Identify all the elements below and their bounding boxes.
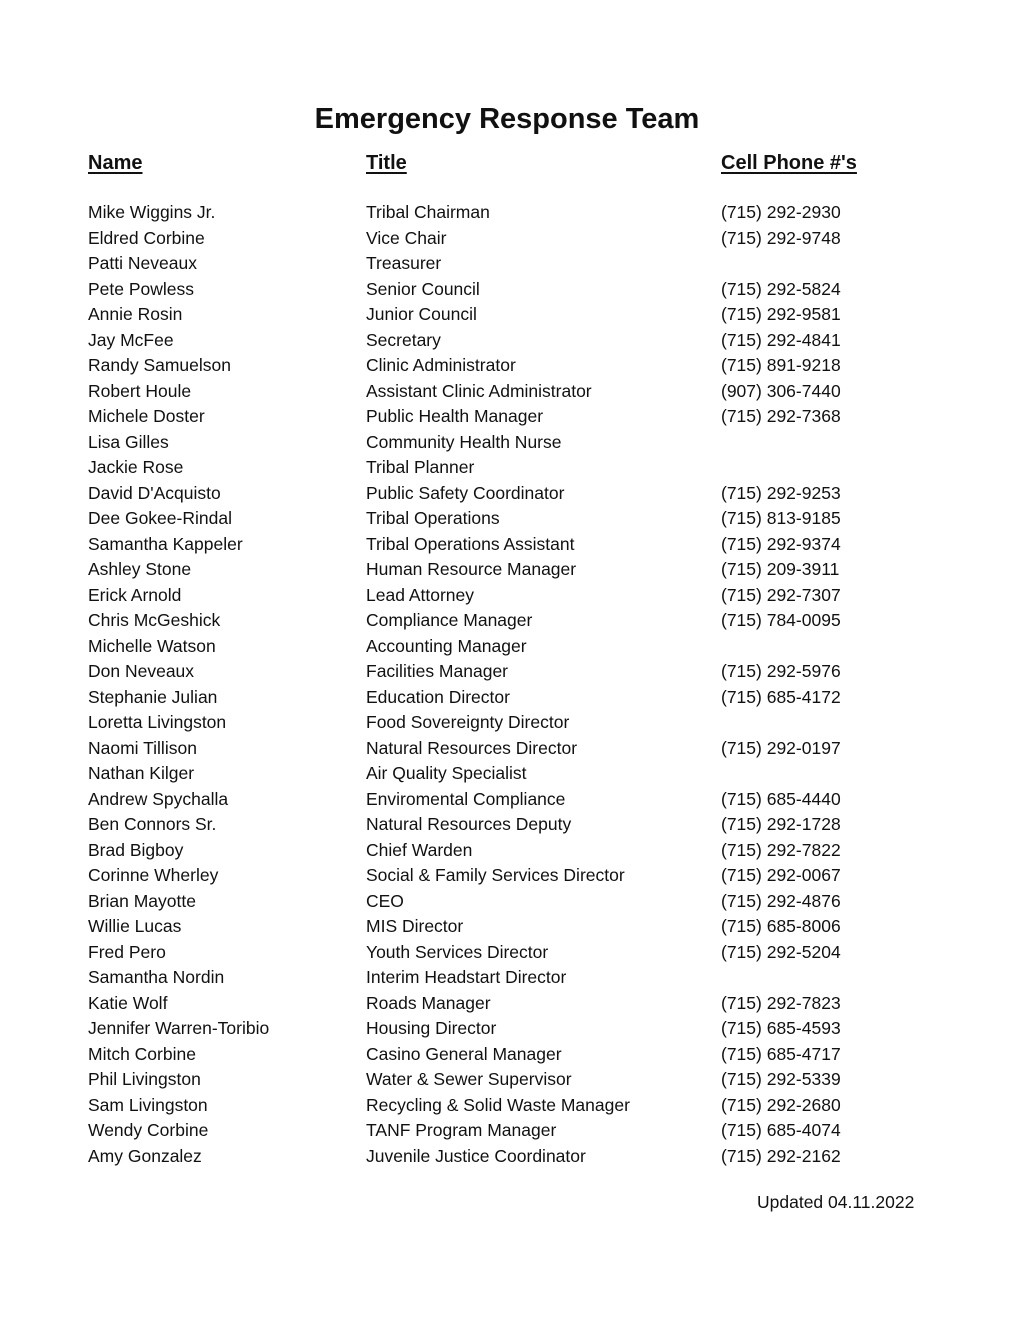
table-row bbox=[88, 965, 948, 991]
contact-name: Fred Pero bbox=[88, 941, 166, 962]
contact-title: Lead Attorney bbox=[366, 584, 474, 605]
contact-title: Secretary bbox=[366, 329, 441, 350]
contact-name: Samantha Kappeler bbox=[88, 533, 243, 554]
contact-phone: (715) 292-7368 bbox=[721, 406, 841, 426]
contact-phone: (715) 292-2680 bbox=[721, 1094, 841, 1115]
table-row bbox=[88, 481, 948, 507]
contact-phone: (715) 685-4440 bbox=[721, 788, 841, 809]
contact-title: Tribal Planner bbox=[366, 457, 475, 477]
column-header-name: Name bbox=[88, 152, 143, 174]
contact-phone: (715) 685-8006 bbox=[721, 916, 841, 936]
contact-phone: (715) 292-9253 bbox=[721, 482, 841, 503]
contact-phone: (715) 292-5976 bbox=[721, 661, 841, 681]
contact-title: Treasurer bbox=[366, 253, 442, 273]
contact-phone: (715) 685-4074 bbox=[721, 1120, 841, 1140]
table-row bbox=[88, 761, 948, 787]
contact-title: Accounting Manager bbox=[366, 635, 527, 656]
contact-name: Michele Doster bbox=[88, 406, 205, 426]
contact-title: Tribal Operations Assistant bbox=[366, 533, 575, 554]
updated-date: Updated 04.11.2022 bbox=[757, 1192, 915, 1212]
contact-title: Facilities Manager bbox=[366, 661, 508, 681]
contact-title: Youth Services Director bbox=[366, 941, 549, 962]
table-row bbox=[88, 812, 948, 838]
table-row bbox=[88, 863, 948, 889]
contact-name: Annie Rosin bbox=[88, 304, 183, 324]
contact-name: Loretta Livingston bbox=[88, 712, 227, 732]
contact-name: Amy Gonzalez bbox=[88, 1145, 202, 1166]
contact-name: Michelle Watson bbox=[88, 635, 216, 656]
contact-phone: (715) 292-9581 bbox=[721, 304, 841, 324]
contact-name: Naomi Tillison bbox=[88, 737, 197, 758]
table-row bbox=[88, 226, 948, 252]
contact-name: Stephanie Julian bbox=[88, 686, 218, 707]
contact-title: Assistant Clinic Administrator bbox=[366, 380, 592, 401]
table-row bbox=[88, 200, 948, 226]
table-row bbox=[88, 608, 948, 634]
contact-title: MIS Director bbox=[366, 916, 464, 936]
contact-phone: (715) 292-7822 bbox=[721, 839, 841, 860]
contact-phone: (715) 209-3911 bbox=[721, 559, 840, 579]
contact-phone: (715) 784-0095 bbox=[721, 610, 841, 630]
contact-phone: (715) 292-0197 bbox=[721, 737, 841, 758]
contact-phone: (715) 685-4717 bbox=[721, 1043, 841, 1064]
contact-title: Clinic Administrator bbox=[366, 355, 516, 375]
table-row bbox=[88, 353, 948, 379]
contact-phone: (715) 292-7307 bbox=[721, 584, 841, 605]
contact-phone: (715) 685-4593 bbox=[721, 1018, 841, 1038]
contact-title: Casino General Manager bbox=[366, 1043, 562, 1064]
table-row bbox=[88, 532, 948, 558]
column-header-phone: Cell Phone #'s bbox=[721, 152, 857, 174]
table-row bbox=[88, 404, 948, 430]
contact-phone: (715) 292-1728 bbox=[721, 814, 841, 834]
contact-name: Pete Powless bbox=[88, 278, 195, 299]
contact-name: Dee Gokee-Rindal bbox=[88, 508, 232, 528]
contact-phone: (715) 685-4172 bbox=[721, 686, 841, 707]
contact-name: Eldred Corbine bbox=[88, 227, 205, 248]
table-row bbox=[88, 889, 948, 915]
contact-title: Roads Manager bbox=[366, 992, 491, 1013]
contact-phone: (715) 292-7823 bbox=[721, 992, 841, 1013]
contact-title: Vice Chair bbox=[366, 227, 447, 248]
contact-name: Phil Livingston bbox=[88, 1069, 201, 1089]
contact-title: Water & Sewer Supervisor bbox=[366, 1069, 572, 1089]
contact-phone: (715) 891-9218 bbox=[721, 355, 841, 375]
table-row bbox=[88, 1118, 948, 1144]
contact-name: Lisa Gilles bbox=[88, 431, 169, 452]
contact-phone: (715) 292-2162 bbox=[721, 1145, 841, 1166]
table-row bbox=[88, 787, 948, 813]
contact-phone: (715) 292-9374 bbox=[721, 533, 841, 554]
contact-name: Brad Bigboy bbox=[88, 839, 184, 860]
table-row bbox=[88, 1067, 948, 1093]
contact-title: Tribal Operations bbox=[366, 508, 500, 528]
contact-name: Erick Arnold bbox=[88, 584, 182, 605]
contact-phone: (715) 292-9748 bbox=[721, 227, 841, 248]
contact-name: Jay McFee bbox=[88, 329, 174, 350]
contact-title: Interim Headstart Director bbox=[366, 967, 567, 987]
table-row bbox=[88, 302, 948, 328]
table-row bbox=[88, 1144, 948, 1170]
table-row bbox=[88, 583, 948, 609]
contact-title: Chief Warden bbox=[366, 839, 473, 860]
contact-name: Katie Wolf bbox=[88, 992, 168, 1013]
contact-title: Recycling & Solid Waste Manager bbox=[366, 1094, 630, 1115]
contact-name: Jennifer Warren-Toribio bbox=[88, 1018, 270, 1038]
contact-name: Andrew Spychalla bbox=[88, 788, 229, 809]
contact-phone: (715) 292-5824 bbox=[721, 278, 841, 299]
table-row bbox=[88, 838, 948, 864]
contact-title: Air Quality Specialist bbox=[366, 763, 527, 783]
contact-name: Ben Connors Sr. bbox=[88, 814, 217, 834]
table-row bbox=[88, 1016, 948, 1042]
contact-name: Nathan Kilger bbox=[88, 763, 195, 783]
contact-phone: (715) 292-5339 bbox=[721, 1069, 841, 1089]
table-row bbox=[88, 277, 948, 303]
contact-phone: (715) 813-9185 bbox=[721, 508, 841, 528]
contact-title: Public Health Manager bbox=[366, 406, 544, 426]
table-row bbox=[88, 685, 948, 711]
contact-title: Housing Director bbox=[366, 1018, 497, 1038]
contact-title: TANF Program Manager bbox=[366, 1120, 557, 1140]
contact-name: Wendy Corbine bbox=[88, 1120, 209, 1140]
table-row bbox=[88, 659, 948, 685]
contact-title: Social & Family Services Director bbox=[366, 865, 625, 885]
contact-name: Patti Neveaux bbox=[88, 253, 197, 273]
contact-name: Don Neveaux bbox=[88, 661, 195, 681]
contact-name: Robert Houle bbox=[88, 380, 192, 401]
table-row bbox=[88, 914, 948, 940]
column-header-title: Title bbox=[366, 152, 407, 174]
contact-title: Tribal Chairman bbox=[366, 202, 490, 222]
contact-title: Education Director bbox=[366, 686, 510, 707]
contact-phone: (907) 306-7440 bbox=[721, 380, 841, 401]
contact-title: Human Resource Manager bbox=[366, 559, 577, 579]
contact-name: Corinne Wherley bbox=[88, 865, 219, 885]
contact-title: Public Safety Coordinator bbox=[366, 482, 565, 503]
contact-title: Juvenile Justice Coordinator bbox=[366, 1145, 586, 1166]
table-row bbox=[88, 557, 948, 583]
contact-title: Natural Resources Director bbox=[366, 737, 578, 758]
table-row bbox=[88, 506, 948, 532]
table-row bbox=[88, 736, 948, 762]
contact-title: CEO bbox=[366, 890, 404, 911]
contact-phone: (715) 292-4876 bbox=[721, 890, 841, 911]
contact-name: Samantha Nordin bbox=[88, 967, 225, 987]
contact-title: Compliance Manager bbox=[366, 610, 533, 630]
contact-name: Ashley Stone bbox=[88, 559, 192, 579]
contact-name: Randy Samuelson bbox=[88, 355, 231, 375]
contact-name: Sam Livingston bbox=[88, 1094, 208, 1115]
contact-name: Willie Lucas bbox=[88, 916, 182, 936]
contact-title: Natural Resources Deputy bbox=[366, 814, 572, 834]
table-row bbox=[88, 940, 948, 966]
contact-title: Enviromental Compliance bbox=[366, 788, 566, 809]
contact-title: Community Health Nurse bbox=[366, 431, 562, 452]
table-row bbox=[88, 710, 948, 736]
contact-phone: (715) 292-2930 bbox=[721, 202, 841, 222]
contact-name: Jackie Rose bbox=[88, 457, 184, 477]
table-row bbox=[88, 1042, 948, 1068]
table-row bbox=[88, 430, 948, 456]
table-row bbox=[88, 251, 948, 277]
table-row bbox=[88, 1093, 948, 1119]
contact-phone: (715) 292-0067 bbox=[721, 865, 841, 885]
contact-phone: (715) 292-5204 bbox=[721, 941, 841, 962]
table-row bbox=[88, 634, 948, 660]
contact-title: Junior Council bbox=[366, 304, 477, 324]
table-row bbox=[88, 991, 948, 1017]
contact-name: Chris McGeshick bbox=[88, 610, 221, 630]
table-row bbox=[88, 328, 948, 354]
contact-title: Senior Council bbox=[366, 278, 480, 299]
contact-phone: (715) 292-4841 bbox=[721, 329, 841, 350]
contact-name: Mike Wiggins Jr. bbox=[88, 202, 216, 222]
contact-name: Mitch Corbine bbox=[88, 1043, 196, 1064]
table-row bbox=[88, 379, 948, 405]
contact-name: David D'Acquisto bbox=[88, 482, 221, 503]
contact-title: Food Sovereignty Director bbox=[366, 712, 570, 732]
contact-name: Brian Mayotte bbox=[88, 890, 196, 911]
table-row bbox=[88, 455, 948, 481]
page-title: Emergency Response Team bbox=[314, 103, 700, 135]
contact-list bbox=[88, 200, 948, 1169]
